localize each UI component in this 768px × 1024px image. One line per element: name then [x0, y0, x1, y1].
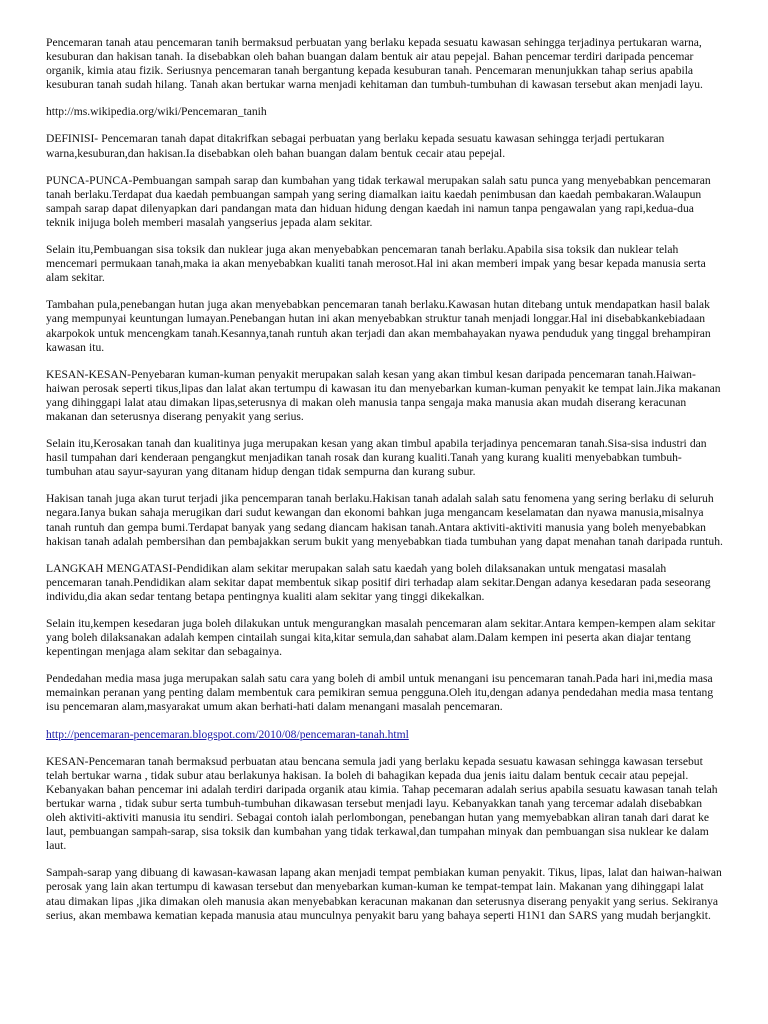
document-page: [46, 36, 724, 936]
paragraph-kesan-2: KESAN-Pencemaran tanah bermaksud perbuatan atau bencana semula jadi yang berlaku kepada sesuatu kawasan sehingga kawasan tersebut telah bertukar warna , tidak subur atau berlakunya hakisan. Ia boleh di bahagikan kepada dua jenis iaitu dalam bentuk cecair atau pepejal. Kebanyakan bahan pencemar ini adalah terdiri daripada organik atau kimia. Tahap pecemaran adalah serius apabila sesuatu kawasan tanah telah bertukar warna , tidak subur serta tumbuh-tumbuhan dikawasan tersebut menjadi layu. Kebanyakkan tanah yang tercemar adalah disebabkan oleh aktiviti-aktiviti manusia itu sendiri. Sebagai contoh ialah perlombongan, penebangan hutan yang memyebabkan aliran tanah dari darat ke laut, pembuangan sampah-sarap, sisa toksik dan kumbahan yang tidak terkawal,dan tumpahan minyak dan pembuangan sisa nuklear ke dalam laut.: [46, 754, 718, 853]
paragraph-intro: Pencemaran tanah atau pencemaran tanih bermaksud perbuatan yang berlaku kepada sesuatu kawasan sehingga terjadinya pertukaran warna, kesuburan dan hakisan tanah. Ia disebabkan oleh bahan buangan dalam bentuk air atau pepejal. Bahan pencemar terdiri daripada pencemar organik, kimia atau fizik. Seriusnya pencemaran tanah bergantung kepada kesuburan tanah. Pencemaran menunjukkan tahap serius apabila kesuburan tanah sudah hilang. Tanah akan bertukar warna menjadi kehitaman dan tumbuh-tumbuhan di kawasan tersebut akan menjadi layu.: [46, 36, 703, 92]
paragraph-kesan: KESAN-KESAN-Penyebaran kuman-kuman penyakit merupakan salah kesan yang akan timbul kesan daripada pencemaran tanah.Haiwan-haiwan perosak seperti tikus,lipas dan lalat akan tertumpu di kawasan itu dan menyebarkan kuman-kuman penyakit ke tempat lain.Jika makanan yang dihinggapi lalat atau dimakan lipas,seterusnya di makan oleh manusia tanpa sengaja maka manusia akan mudah diserang keracunan makanan dan seterusnya diserang penyakit yang serius.: [46, 367, 721, 423]
paragraph-punca: PUNCA-PUNCA-Pembuangan sampah sarap dan kumbahan yang tidak terkawal merupakan salah satu punca yang menyebabkan pencemaran tanah berlaku.Terdapat dua kaedah pembuangan sampah yang sering diamalkan iaitu kaedah penimbusan dan kaedah pembakaran.Walaupun sampah sarap dapat dilenyapkan dari pandangan mata dan hiduan hidung dengan kaedah ini namun tanpa pengawalan yang rapi,kedua-dua teknik inijuga boleh memberi masalah yangserius jepada alam sekitar.: [46, 173, 711, 229]
paragraph-langkah-mengatasi: LANGKAH MENGATASI-Pendidikan alam sekitar merupakan salah satu kaedah yang boleh dilaksanakan untuk mengatasi masalah pencemaran tanah.Pendidikan alam sekitar dapat membentuk sikap positif diri terhadap alam sekitar.Dengan adanya kesedaran pada seseorang individu,dia akan sedar tentang betapa pentingnya kualiti alam sekitar yang tinggi dikekalkan.: [46, 561, 711, 603]
paragraph-definisi: DEFINISI- Pencemaran tanah dapat ditakrifkan sebagai perbuatan yang berlaku kepada sesuatu kawasan sehingga terjadi pertukaran warna,kesuburan,dan hakisan.Ia disebabkan oleh bahan buangan dalam bentuk cecair atau pepejal.: [46, 132, 665, 160]
paragraph-media-masa: Pendedahan media masa juga merupakan salah satu cara yang boleh di ambil untuk menangani isu pencemaran tanah.Pada hari ini,media masa memainkan peranan yang penting dalam membentuk cara pemikiran semua pengguna.Oleh itu,dengan adanya pendedahan media masa tentang isu pencemaran alam,masyarakat umum akan berhati-hati dalam menangani masalah pencemaran.: [46, 672, 714, 714]
paragraph-sampah-sarap: Sampah-sarap yang dibuang di kawasan-kawasan lapang akan menjadi tempat pembiakan kuman penyakit. Tikus, lipas, lalat dan haiwan-haiwan perosak yang lain akan tertumpu di kawasan tersebut dan menyebarkan kuman-kuman ke tempat-tempat lain. Makanan yang dihinggapi lalat atau dimakan lipas ,jika dimakan oleh manusia akan menyebabkan keracunan makanan dan seterusnya diserang penyakit yang serius. Sekiranya serius, akan membawa kematian kepada manusia atau munculnya penyakit baru yang bahaya seperti H1N1 dan SARS yang mudah berjangkit.: [46, 866, 722, 922]
source-link-blogspot[interactable]: http://pencemaran-pencemaran.blogspot.com/2010/08/pencemaran-tanah.html: [46, 727, 409, 741]
paragraph-sisa-toksik: Selain itu,Pembuangan sisa toksik dan nuklear juga akan menyebabkan pencemaran tanah berlaku.Apabila sisa toksik dan nuklear telah mencemari permukaan tanah,maka ia akan menyebabkan kualiti tanah merosot.Hal ini akan memberi impak yang besar kepada manusia serta alam sekitar.: [46, 243, 706, 285]
paragraph-hakisan-tanah: Hakisan tanah juga akan turut terjadi jika pencemparan tanah berlaku.Hakisan tanah adalah salah satu fenomena yang sering berlaku di seluruh negara.Ianya bukan sahaja merugikan dari sudut kewangan dan ekonomi bahkan juga mengancam keselamatan dan nyawa manusia,misalnya tanah runtuh dan gempa bumi.Terdapat banyak yang sedang diancam hakisan tanah.Antara aktiviti-aktiviti manusia yang boleh menyebabkan hakisan tanah adalah pembersihan dan pembajakkan serum bukit yang menyebabkan tiada tumbuhan yang dapat menahan tanah daripada runtuh.: [46, 492, 723, 548]
paragraph-kempen: Selain itu,kempen kesedaran juga boleh dilakukan untuk mengurangkan masalah pencemaran alam sekitar.Antara kempen-kempen alam sekitar yang boleh dilaksanakan adalah kempen cintailah sungai kita,kitar semula,dan sahabat alam.Dalam kempen ini peserta akan diajar tentang kepentingan menjaga alam sekitar dan sebagainya.: [46, 617, 716, 659]
paragraph-kerosakan-tanah: Selain itu,Kerosakan tanah dan kualitinya juga merupakan kesan yang akan timbul apabila terjadinya pencemaran tanah.Sisa-sisa industri dan hasil tumpahan dari kenderaan pengangkut menjadikan tanah rosak dan kurang kualiti.Tanah yang kurang kualiti menyebabkan tumbuh-tumbuhan atau sayur-sayuran yang ditanam hidup dengan tidak sempurna dan kurang subur.: [46, 437, 707, 479]
source-url-wikipedia: http://ms.wikipedia.org/wiki/Pencemaran_tanih: [46, 105, 267, 119]
paragraph-penebangan-hutan: Tambahan pula,penebangan hutan juga akan menyebabkan pencemaran tanah berlaku.Kawasan hutan ditebang untuk mendapatkan hasil balak yang mempunyai keuntungan lumayan.Penebangan hutan ini akan menyebabkan struktur tanah menjadi longgar.Hal ini disebabkankebiadaan akarpokok untuk mencengkam tanah.Kesannya,tanah runtuh akan terjadi dan akan membahayakan nyawa penduduk yang tinggal brehampiran kawasan itu.: [46, 298, 711, 354]
